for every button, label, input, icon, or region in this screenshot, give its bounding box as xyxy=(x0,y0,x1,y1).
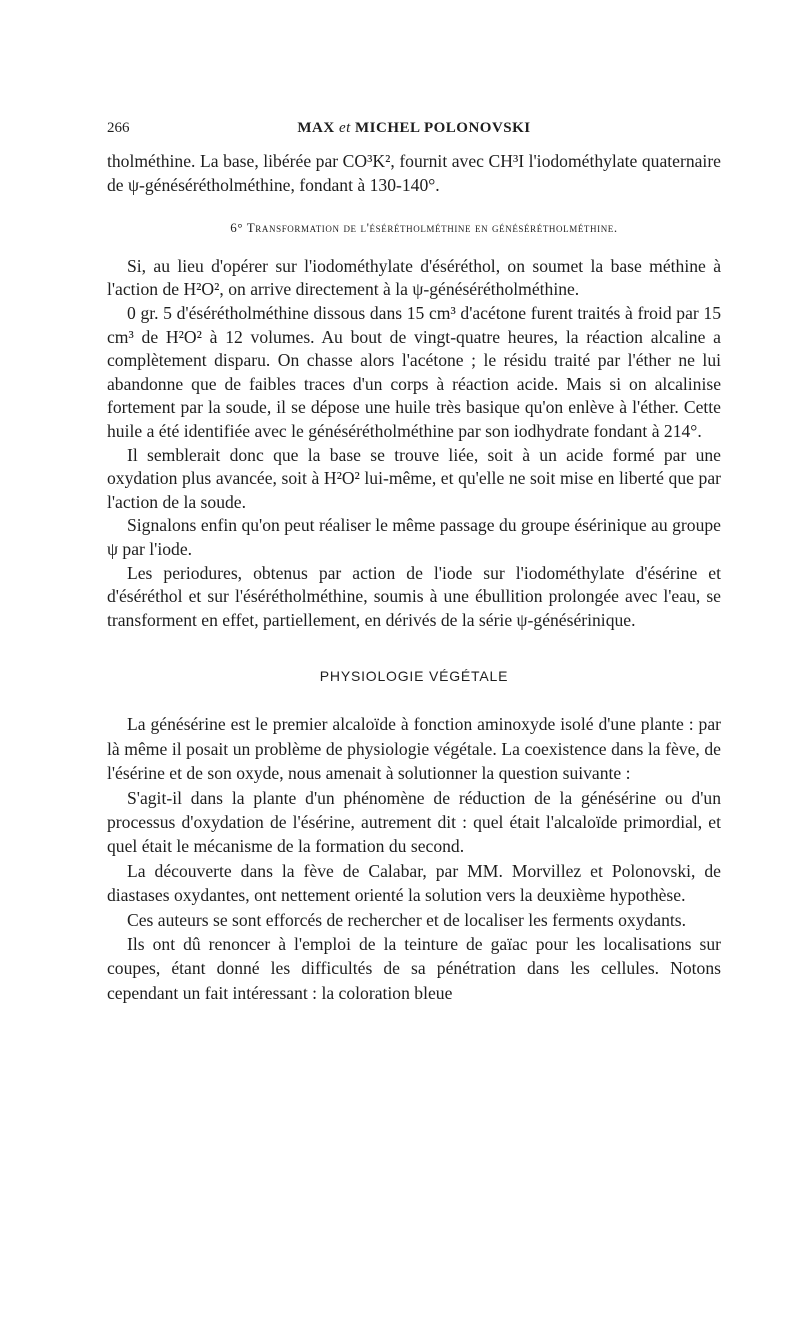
paragraph: Il semblerait donc que la base se trouve liée, soit à un acide formé par une oxydation plus avancée, soit à H²O² lui-même, et qu'elle ne soit mise en liberté que par l'action de la soude. xyxy=(107,444,721,512)
section-physiologie-vegetale xyxy=(107,712,721,1005)
page-number: 266 xyxy=(107,120,130,136)
paragraph: Ces auteurs se sont efforcés de rechercher et de localiser les ferments oxydants. xyxy=(127,909,687,930)
page xyxy=(107,118,721,1005)
paragraph: La génésérine est le premier alcaloïde à fonction aminoxyde isolé d'une plante : par là même il posait un problème de physiologie végétale. La coexistence dans la fève, de l'ésérine et de son oxyde, nous amenait à solutionner la question suivante : xyxy=(107,714,721,784)
page-header xyxy=(107,118,721,142)
paragraph-continuation: tholméthine. La base, libérée par CO³K², fournit avec CH³I l'iodométhylate quaternaire de ψ-génésérétholméthine, fondant à 130-140°. xyxy=(107,151,721,195)
paragraph: Signalons enfin qu'on peut réaliser le même passage du groupe ésérinique au groupe ψ par l'iode. xyxy=(107,515,721,559)
subsection-heading: 6° Transformation de l'ésérétholméthine en génésérétholméthine. xyxy=(230,220,618,236)
paragraph: Les periodures, obtenus par action de l'iode sur l'iodométhylate d'ésérine et d'éséréthol et sur l'ésérétholméthine, soumis à une ébullition prolongée avec l'eau, se transforment en effet, partiellement, en dérivés de la série ψ-génésérinique. xyxy=(107,562,721,630)
paragraph: La découverte dans la fève de Calabar, par MM. Morvillez et Polonovski, de diastases oxydantes, ont nettement orienté la solution vers la deuxième hypothèse. xyxy=(107,860,721,906)
paragraph: S'agit-il dans la plante d'un phénomène de réduction de la génésérine ou d'un processus d'oxydation de l'ésérine, autrement dit : quel était l'alcaloïde primordial, et quel était le mécanisme de la formation du second. xyxy=(107,787,721,857)
paragraph: Ils ont dû renoncer à l'emploi de la teinture de gaïac pour les localisations sur coupes, étant donné les difficultés de sa pénétration dans les cellules. Notons cependant un fait intéressant : la coloration bleue xyxy=(107,933,721,1003)
running-title xyxy=(107,120,721,137)
paragraph: 0 gr. 5 d'ésérétholméthine dissous dans 15 cm³ d'acétone furent traités à froid par 15 cm³ de H²O² à 12 volumes. Au bout de vingt-quatre heures, la réaction alcaline a complètement disparu. On chasse alors l'acétone ; le résidu traité par l'éther ne lui abandonne que de faibles traces d'un corps à réaction acide. Mais si on alcalinise fortement par la soude, il se dépose une huile très basique qu'on enlève à l'éther. Cette huile a été identifiée avec le génésérétholméthine par son iodhydrate fondant à 214°. xyxy=(107,302,721,441)
paragraph: Si, au lieu d'opérer sur l'iodométhylate d'éséréthol, on soumet la base méthine à l'action de H²O², on arrive directement à la ψ-génésérétholméthine. xyxy=(107,255,721,300)
section-heading: PHYSIOLOGIE VÉGÉTALE xyxy=(319,668,509,685)
section-transformation xyxy=(107,150,721,632)
running-title-part1: MAX xyxy=(297,120,335,136)
running-title-part2: MICHEL POLONOVSKI xyxy=(355,120,531,136)
running-title-conjunction: et xyxy=(338,120,351,136)
